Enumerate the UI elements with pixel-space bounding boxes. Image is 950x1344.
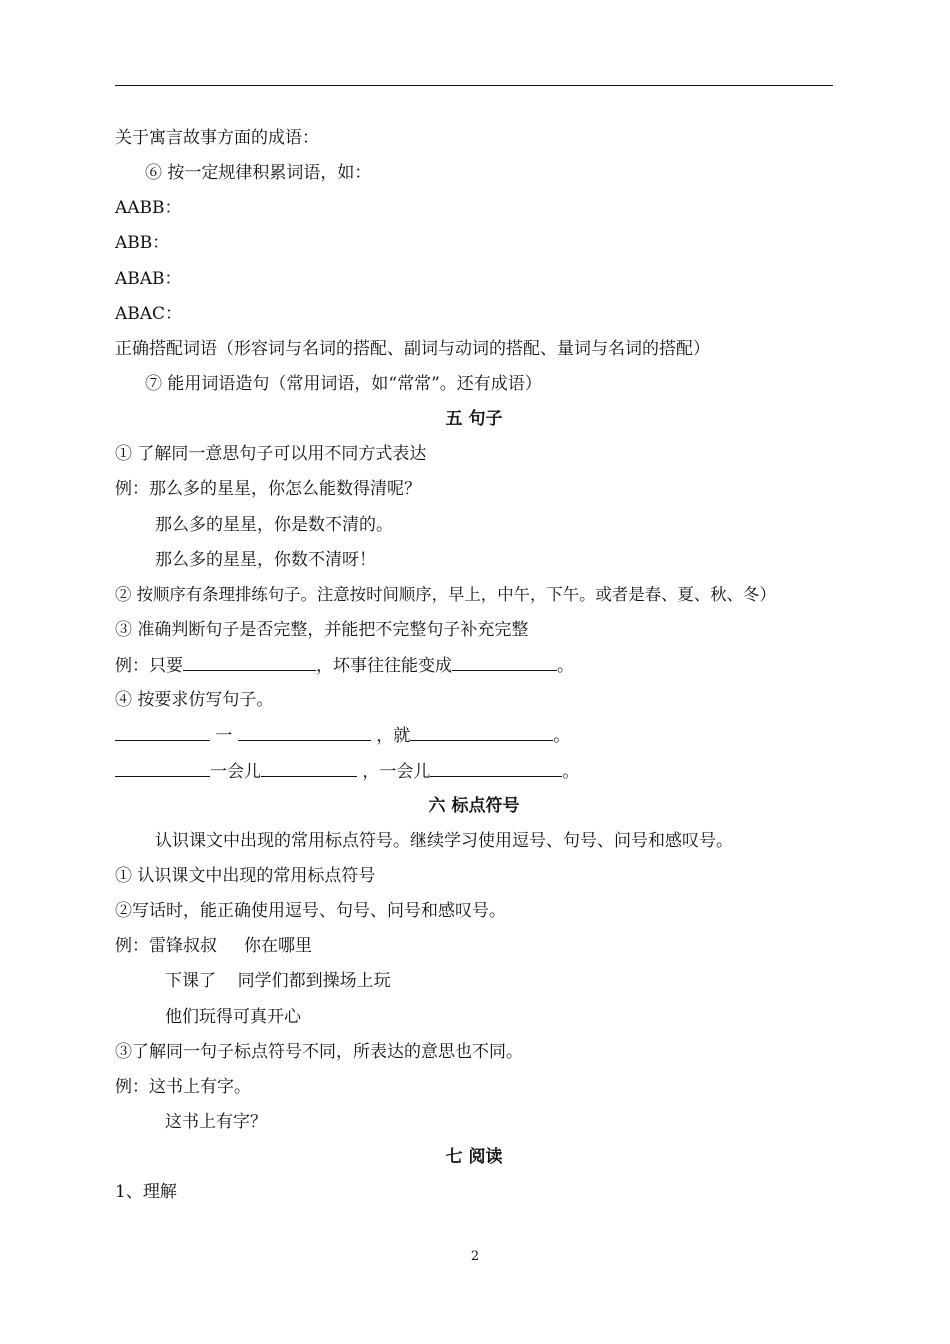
text-line: ② 按顺序有条理排练句子。注意按时间顺序，早上，中午，下午。或者是春、夏、秋、冬） [115, 585, 776, 604]
text-line: 正确搭配词语（形容词与名词的搭配、副词与动词的搭配、量词与名词的搭配） [115, 339, 710, 359]
fill-text: 一 [215, 726, 233, 746]
fill-text: ，一会儿 [362, 762, 431, 782]
text-line: 那么多的星星，你是数不清的。 [155, 515, 393, 535]
text-line: ③ 准确判断句子是否完整，并能把不完整句子补充完整 [115, 620, 529, 640]
fill-text: 。 [557, 656, 574, 676]
text-line: ABAC： [115, 304, 183, 324]
page-number: 2 [470, 1249, 480, 1264]
text-line: ③了解同一句子标点符号不同，所表达的意思也不同。 [115, 1042, 523, 1062]
text-line: 那么多的星星，你数不清呀！ [155, 550, 376, 570]
text-line: ⑦ 能用词语造句（常用词语，如“常常”。还有成语） [145, 374, 542, 394]
text-line: ②写话时，能正确使用逗号、句号、问号和感叹号。 [115, 901, 506, 921]
header-rule [115, 85, 833, 86]
fill-text: ，就 [376, 726, 411, 746]
answer-blank[interactable] [115, 724, 210, 741]
text-line: 1、理解 [115, 1182, 177, 1202]
text-line: 认识课文中出现的常用标点符号。继续学习使用逗号、句号、问号和感叹号。 [155, 831, 733, 851]
fill-in-line [115, 760, 579, 783]
text-line: ① 认识课文中出现的常用标点符号 [115, 866, 376, 886]
answer-blank[interactable] [410, 724, 553, 741]
fill-in-line [115, 724, 570, 747]
text-line: ABAB： [115, 269, 182, 289]
fill-text: 。 [562, 762, 580, 782]
answer-blank[interactable] [115, 760, 210, 777]
text-line: AABB： [115, 198, 182, 218]
answer-blank[interactable] [238, 724, 371, 741]
answer-blank[interactable] [183, 654, 316, 671]
text-line: 他们玩得可真开心 [165, 1007, 301, 1027]
fill-text: 一会儿 [210, 762, 261, 782]
section-heading: 六 标点符号 [428, 796, 520, 816]
text-line: 例：雷锋叔叔 你在哪里 [115, 936, 313, 956]
text-line: ABB： [115, 233, 170, 253]
section-heading: 七 阅读 [445, 1147, 503, 1167]
text-line: 例：那么多的星星，你怎么能数得清呢？ [115, 479, 421, 499]
answer-blank[interactable] [261, 760, 357, 777]
answer-blank[interactable] [452, 654, 557, 671]
text-line: ① 了解同一意思句子可以用不同方式表达 [115, 444, 427, 464]
text-line: 这书上有字？ [165, 1112, 267, 1132]
fill-text: ，坏事往往能变成 [316, 656, 452, 676]
section-heading: 五 句子 [445, 409, 503, 429]
text-line: 例：这书上有字。 [115, 1077, 251, 1097]
fill-text: 。 [553, 726, 571, 746]
text-line: 关于寓言故事方面的成语： [115, 128, 319, 148]
fill-in-line [115, 654, 574, 677]
text-line: 下课了 同学们都到操场上玩 [165, 971, 391, 991]
text-line: ⑥ 按一定规律积累词语，如： [145, 163, 372, 183]
answer-blank[interactable] [430, 760, 562, 777]
text-line: ④ 按要求仿写句子。 [115, 690, 274, 710]
fill-text: 例：只要 [115, 656, 183, 676]
